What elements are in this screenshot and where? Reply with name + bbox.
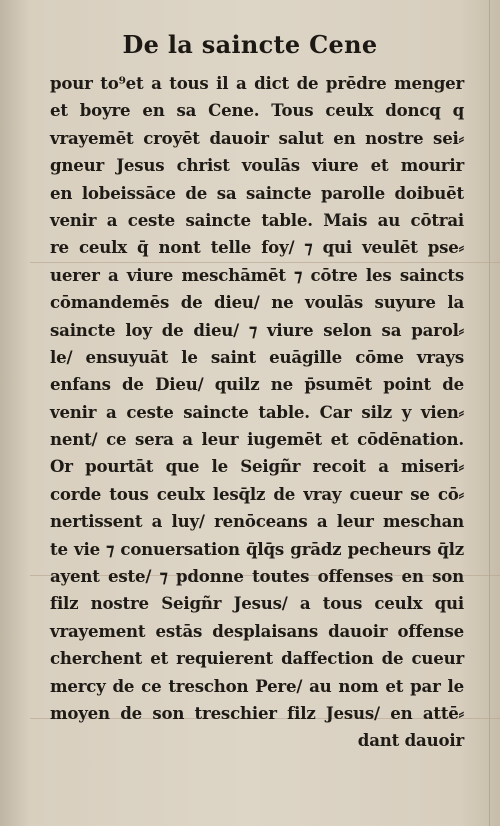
text-line: cherchent et requierent daffection de cueur <box>50 648 464 669</box>
text-line: dant dauoir <box>357 730 464 751</box>
text-line: te vie ⁊ conuersation q̄lq̄s grādz pecheurs q̄lz <box>50 538 464 559</box>
text-line: nertissent a luy/ renōceans a leur meschan <box>50 511 464 532</box>
text-line: enfans de Dieu/ quilz ne p̄sumēt point de <box>50 374 464 395</box>
text-line: re ceulx q̄ nont telle foy/ ⁊ qui veulēt pse⸗ <box>50 237 464 258</box>
text-line: corde tous ceulx lesq̄lz de vray cueur se cō⸗ <box>50 483 464 504</box>
text-line: cōmandemēs de dieu/ ne voulās suyure la <box>50 292 464 313</box>
text-line: uerer a viure meschāmēt ⁊ cōtre les saincts <box>50 264 464 285</box>
text-line: vrayement estās desplaisans dauoir offense <box>50 620 464 641</box>
text-line: ayent este/ ⁊ pdonne toutes offenses en son <box>50 566 464 587</box>
text-line: moyen de son treschier filz Jesus/ en attē⸗ <box>50 702 464 723</box>
text-line: vrayemēt croyēt dauoir salut en nostre sei⸗ <box>50 127 464 148</box>
text-line: pour to⁹et a tous il a dict de prēdre menger <box>50 73 464 93</box>
text-line: venir a ceste saincte table. Car silz y vien⸗ <box>50 401 464 422</box>
text-line: filz nostre Seigñr Jesus/ a tous ceulx qui <box>50 593 464 614</box>
text-line: venir a ceste saincte table. Mais au cōtrai <box>50 209 464 230</box>
body-text <box>50 70 464 755</box>
text-line: saincte loy de dieu/ ⁊ viure selon sa parol⸗ <box>50 319 464 340</box>
text-line: mercy de ce treschon Pere/ au nom et par le <box>50 675 464 696</box>
text-line: le/ ensuyuāt le saint euāgille cōme vrays <box>50 346 464 367</box>
text-line: en lobeissāce de sa saincte parolle doibuēt <box>50 182 464 203</box>
text-line: nent/ ce sera a leur iugemēt et cōdēnation. <box>50 429 464 450</box>
page-edge <box>489 0 490 826</box>
running-head: De la saincte Cene <box>122 30 378 59</box>
text-line: Or pourtāt que le Seigñr recoit a miseri⸗ <box>50 456 464 477</box>
text-line: gneur Jesus christ voulās viure et mourir <box>50 155 464 176</box>
text-line: et boyre en sa Cene. Tous ceulx doncq q <box>50 100 464 121</box>
